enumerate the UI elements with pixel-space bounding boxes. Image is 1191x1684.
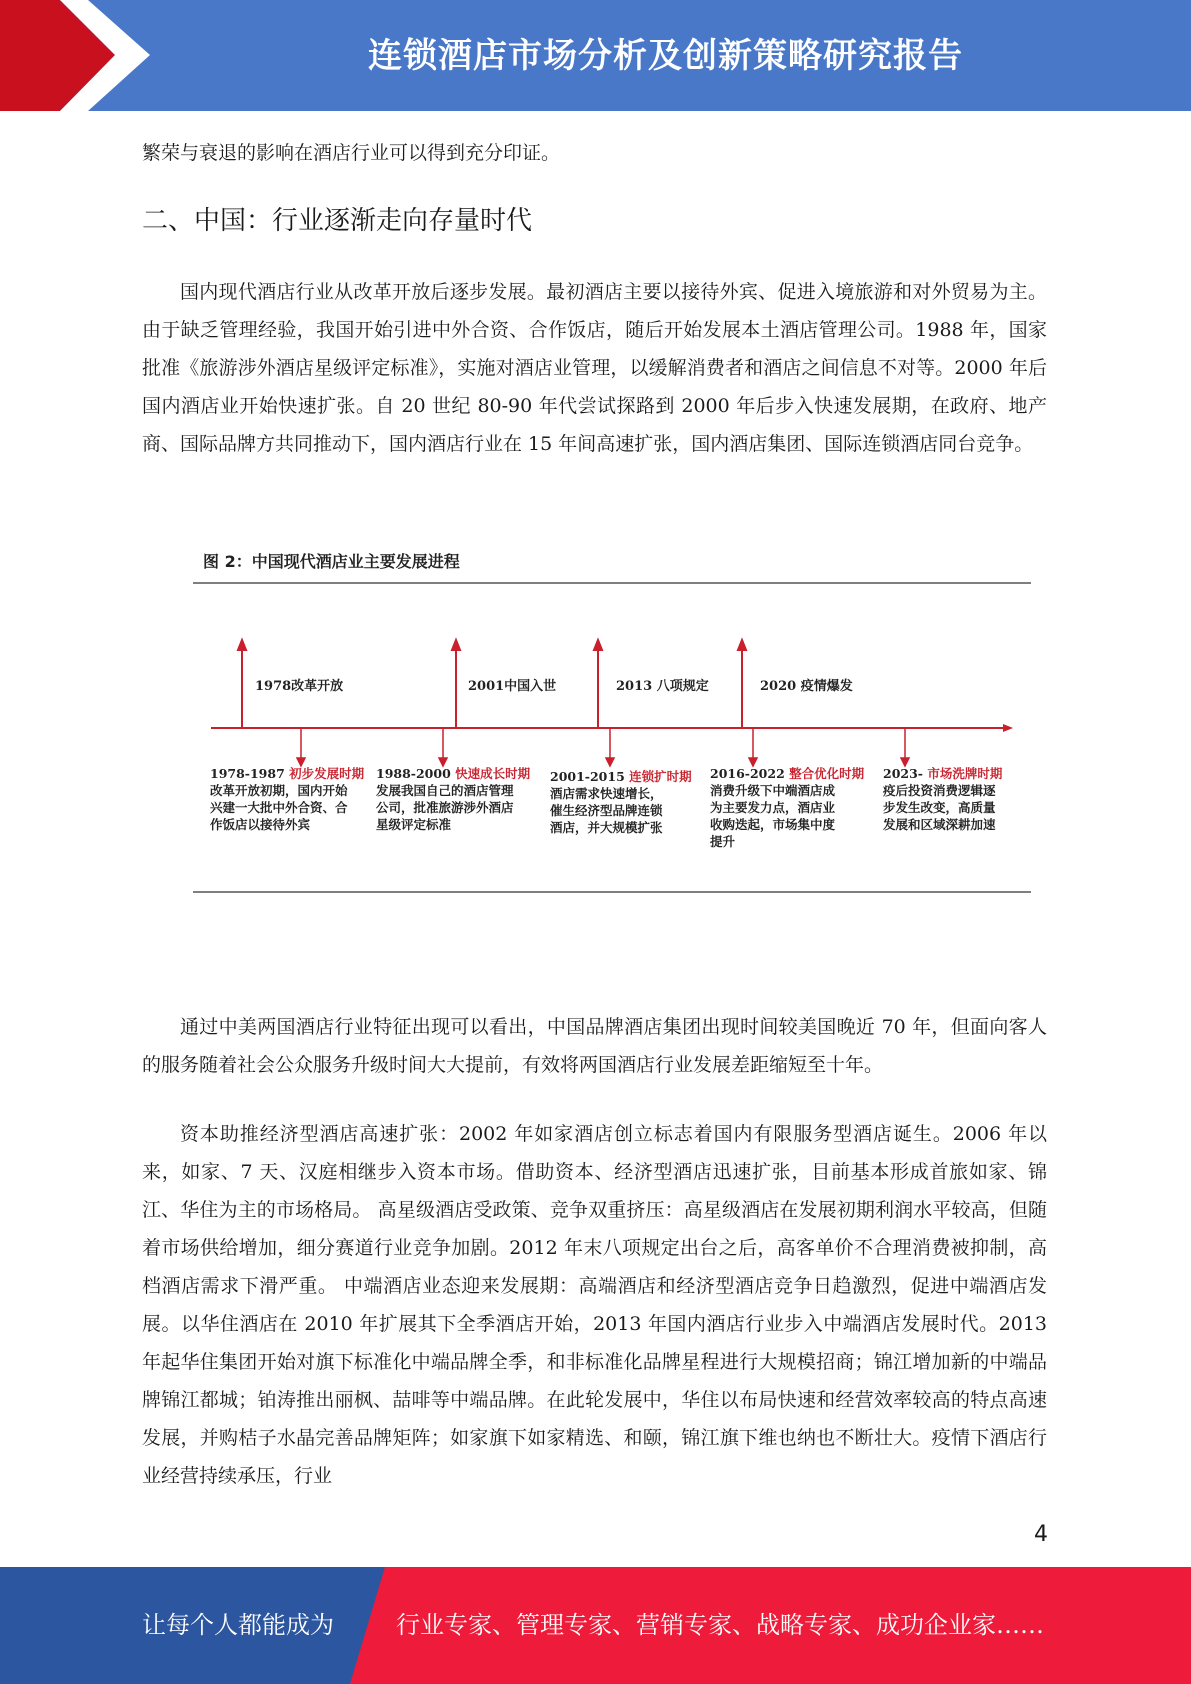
period-desc-line: 公司，批准旅游涉外酒店 xyxy=(376,800,514,815)
period-5 xyxy=(882,766,1003,832)
text-block-capital xyxy=(142,1115,1047,1495)
document-title: 连锁酒店市场分析及创新策略研究报告 xyxy=(368,36,963,76)
period-years: 2001-2015 xyxy=(550,769,625,784)
text-block-intro xyxy=(142,134,1047,172)
paragraph: 繁荣与衰退的影响在酒店行业可以得到充分印证。 xyxy=(142,142,561,164)
timeline-arrowhead xyxy=(1003,724,1013,732)
period-name: 市场洗牌时期 xyxy=(927,766,1003,781)
period-arrowhead xyxy=(439,758,447,766)
text-block-china xyxy=(142,273,1047,463)
period-name: 初步发展时期 xyxy=(289,766,365,781)
event-arrowhead xyxy=(238,640,246,650)
timeline-figure xyxy=(193,549,1031,923)
period-3 xyxy=(550,769,692,835)
event-arrowhead xyxy=(738,640,746,650)
svg-text:1978-1987 初步发展时期 xyxy=(210,766,365,781)
period-2 xyxy=(375,766,531,832)
period-desc-line: 催生经济型品牌连锁 xyxy=(550,803,663,818)
event-label: 1978改革开放 xyxy=(255,679,344,694)
svg-text:2016-2022 整合优化时期 xyxy=(710,766,865,781)
period-desc-line: 星级评定标准 xyxy=(376,817,452,832)
period-name: 连锁扩时期 xyxy=(629,769,692,784)
footer-slogan-left: 让每个人都能成为 xyxy=(142,1611,334,1639)
event-arrowhead xyxy=(594,640,602,650)
svg-text:2001-2015 连锁扩时期 xyxy=(550,769,692,784)
period-years: 2023- xyxy=(883,766,923,781)
period-arrowhead xyxy=(297,758,305,766)
period-name: 整合优化时期 xyxy=(789,766,865,781)
period-desc-line: 作饭店以接待外宾 xyxy=(210,817,311,832)
section-heading: 二、中国：行业逐渐走向存量时代 xyxy=(142,206,533,236)
period-desc-line: 为主要发力点，酒店业 xyxy=(710,800,836,815)
event-label: 2013 八项规定 xyxy=(616,679,709,694)
period-desc-line: 兴建一大批中外合资、合 xyxy=(210,800,348,815)
svg-text:1988-2000 快速成长时期 xyxy=(376,766,531,781)
period-arrowhead xyxy=(749,758,757,766)
page-footer xyxy=(0,1567,1191,1684)
period-desc-line: 疫后投资消费逻辑逐 xyxy=(883,783,996,798)
page-header xyxy=(0,0,1191,111)
event-arrowhead xyxy=(452,640,460,650)
event-label: 2001中国入世 xyxy=(468,679,557,694)
period-desc-line: 酒店，并大规模扩张 xyxy=(550,820,663,835)
period-desc-line: 消费升级下中端酒店成 xyxy=(710,783,836,798)
period-years: 1988-2000 xyxy=(376,766,451,781)
period-desc-line: 改革开放初期，国内开始 xyxy=(210,783,348,798)
period-desc-line: 收购迭起，市场集中度 xyxy=(710,817,836,832)
paragraph: 国内现代酒店行业从改革开放后逐步发展。最初酒店主要以接待外宾、促进入境旅游和对外贸易为主。由于缺乏管理经验，我国开始引进中外合资、合作饭店，随后开始发展本土酒店管理公司。1988 年，国家批准《旅游涉外酒店星级评定标准》，实施对酒店业管理，以缓解消费者和酒店之间信息不对等。2000 年后国内酒店业开始快速扩张。自 20 世纪 80-90 年代尝试探路到 2000 年后步入快速发展期，在政府、地产商、国际品牌方共同推动下，国内酒店行业在 15 年间高速扩张，国内酒店集团、国际连锁酒店同台竞争。 xyxy=(142,281,1047,455)
page-number: 4 xyxy=(1034,1522,1048,1547)
period-4 xyxy=(710,766,865,849)
period-years: 1978-1987 xyxy=(210,766,285,781)
timeline-graphic xyxy=(193,578,1031,923)
paragraph: 资本助推经济型酒店高速扩张：2002 年如家酒店创立标志着国内有限服务型酒店诞生。2006 年以来，如家、7 天、汉庭相继步入资本市场。借助资本、经济型酒店迅速扩张，目前基本形成首旅如家、锦江、华住为主的市场格局。 高星级酒店受政策、竞争双重挤压：高星级酒店在发展初期利润水平较高，但随着市场供给增加，细分赛道行业竞争加剧。2012 年末八项规定出台之后，高客单价不合理消费被抑制，高档酒店需求下滑严重。 中端酒店业态迎来发展期：高端酒店和经济型酒店竞争日趋激烈，促进中端酒店发展。以华住酒店在 2010 年扩展其下全季酒店开始，2013 年国内酒店行业步入中端酒店发展时代。2013 年起华住集团开始对旗下标准化中端品牌全季，和非标准化品牌星程进行大规模招商；锦江增加新的中端品牌锦江都城；铂涛推出丽枫、喆啡等中端品牌。在此轮发展中，华住以布局快速和经营效率较高的特点高速发展，并购桔子水晶完善品牌矩阵；如家旗下如家精选、和颐，锦江旗下维也纳也不断壮大。疫情下酒店行业经营持续承压，行业 xyxy=(142,1123,1047,1487)
period-desc-line: 发展我国自己的酒店管理 xyxy=(376,783,514,798)
period-arrowhead xyxy=(606,758,614,766)
paragraph: 通过中美两国酒店行业特征出现可以看出，中国品牌酒店集团出现时间较美国晚近 70 年，但面向客人的服务随着社会公众服务升级时间大大提前，有效将两国酒店行业发展差距缩短至十年。 xyxy=(142,1016,1047,1076)
period-desc-line: 酒店需求快速增长， xyxy=(550,786,663,801)
period-desc-line: 步发生改变，高质量 xyxy=(883,800,996,815)
period-name: 快速成长时期 xyxy=(455,766,531,781)
figure-title: 图 2：中国现代酒店业主要发展进程 xyxy=(203,552,460,571)
svg-text:2023- 市场洗牌时期 xyxy=(883,766,1003,781)
period-1 xyxy=(210,766,365,832)
text-block-comparison xyxy=(142,1008,1047,1084)
period-arrowhead xyxy=(901,758,909,766)
event-label: 2020 疫情爆发 xyxy=(760,679,853,694)
period-desc-line: 提升 xyxy=(710,834,736,849)
period-years: 2016-2022 xyxy=(710,766,785,781)
period-desc-line: 发展和区域深耕加速 xyxy=(883,817,996,832)
footer-slogan-right: 行业专家、管理专家、营销专家、战略专家、成功企业家…… xyxy=(396,1611,1044,1639)
